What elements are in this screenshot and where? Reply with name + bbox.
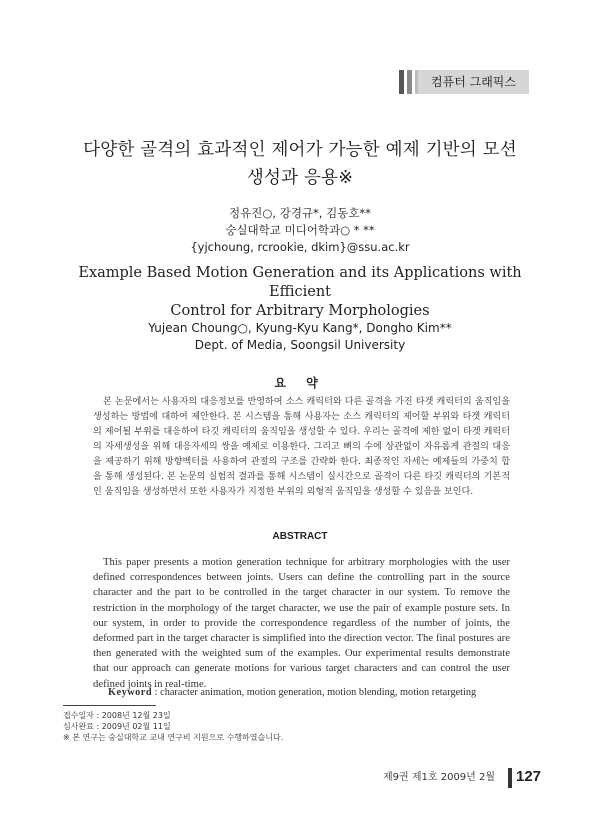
keywords-text: character animation, motion generation, motion blending, motion retargeting	[160, 687, 477, 698]
footnote-funding: ※ 본 연구는 숭실대학교 교내 연구비 지원으로 수행하였습니다.	[63, 733, 284, 742]
paper-title-ko	[40, 136, 560, 192]
paper-title-en-line2: Control for Arbitrary Morphologies	[170, 303, 430, 319]
authors-en: Yujean Choung○, Kyung-Kyu Kang*, Dongho Kim**	[148, 321, 452, 335]
affiliation-en: Dept. of Media, Soongsil University	[194, 338, 406, 352]
authors-ko: 정유진○, 강경규*, 김동호**	[229, 206, 371, 220]
footnote-accepted: 심사완료 : 2009년 02월 11일	[63, 722, 171, 731]
page-number: 127	[516, 768, 542, 785]
section-tag: 컴퓨터 그래픽스	[418, 70, 529, 94]
abstract-en-body: This paper presents a motion generation technique for arbitrary morphologies with the user defined correspondences between joints. Users can define the controlling part in the source character and the part to be controlled in the target character in our system. To remove the restriction in the morphology of the target character, we use the pair of example posture sets. In our system, in order to provide the correspondence regardless of the number of joints, the deformed part in the target character is simplified into the direction vector. The final postures are then generated with the weighted sum of the examples. Our experimental results demonstrate that our approach can generate motions for various target characters and can control the user defined joints in real-time.	[93, 556, 510, 690]
abstract-ko-body: 본 논문에서는 사용자의 대응정보를 반영하여 소스 캐릭터와 다른 골격을 가진 타겟 캐릭터의 움직임을 생성하는 방법에 대하여 제안한다. 본 시스템을 통해 사용자는 소스 캐릭터의 제어할 부위와 타겟 캐릭터의 제어될 부위를 대응하여 타깃 캐릭터의 움직임을 생성할 수 있다. 우리는 골격에 제한 없이 타겟 캐릭터의 자세생성을 위해 대응자세의 쌍을 예제로 이용한다. 그리고 뼈의 수에 상관없이 자유롭게 관절의 대응을 제공하기 위해 방향벡터를 사용하여 관절의 구조를 간략화 한다. 최종적인 자세는 예제들의 가중치 합을 통해 생성된다. 본 논문의 실험적 결과를 통해 시스템이 실시간으로 골격이 다른 타깃 캐릭터의 기본적인 움직임을 생성하면서 또한 사용자가 지정한 부위의 외형적 움직임을 생성할 수 있음을 보인다.	[93, 397, 510, 497]
affiliation-ko: 숭실대학교 미디어학과○ * **	[225, 223, 375, 237]
author-emails: {yjchoung, rcrookie, dkim}@ssu.ac.kr	[190, 240, 410, 254]
keywords	[108, 686, 528, 700]
footnote-received: 접수일자 : 2008년 12월 23일	[63, 711, 171, 720]
section-tag-bars	[399, 70, 420, 94]
abstract-ko-heading: 요 약	[274, 376, 326, 390]
keywords-label: Keyword	[108, 687, 153, 698]
paper-title-ko-line1: 다양한 골격의 효과적인 제어가 가능한 예제 기반의 모션	[83, 140, 517, 160]
keywords-separator: :	[152, 687, 161, 698]
page-number-bar	[508, 768, 512, 788]
abstract-en-heading: ABSTRACT	[272, 531, 328, 542]
paper-title-en	[50, 264, 550, 321]
paper-title-ko-line2: 생성과 응용※	[246, 168, 354, 188]
issue-info: 제9권 제1호 2009년 2월	[383, 772, 496, 783]
footnote-rule	[63, 705, 156, 706]
paper-title-en-line1: Example Based Motion Generation and its Applications with Efficient	[78, 265, 522, 300]
